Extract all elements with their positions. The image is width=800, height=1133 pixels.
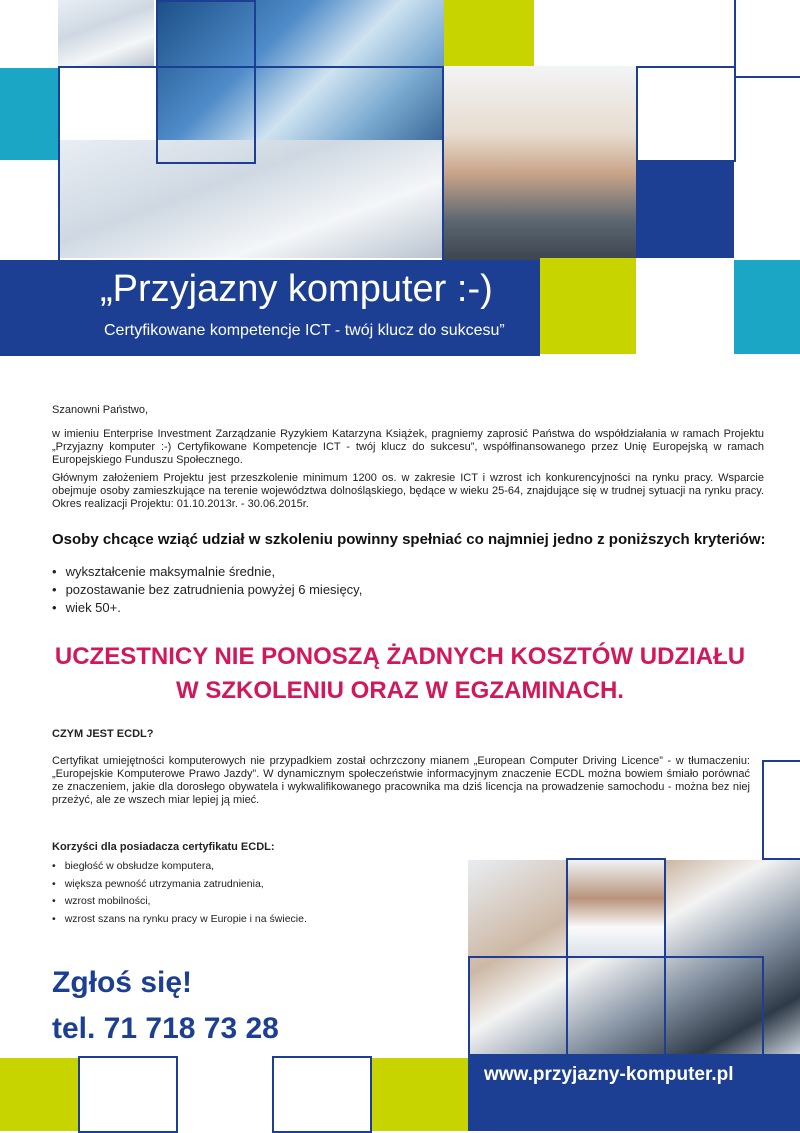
page-subtitle: Certyfikowane kompetencje ICT - twój klucz do sukcesu” bbox=[104, 322, 505, 339]
website-url[interactable]: www.przyjazny-komputer.pl bbox=[484, 1064, 734, 1085]
cyan-square bbox=[0, 68, 58, 160]
lime-square bbox=[444, 0, 534, 66]
criteria-heading: Osoby chcące wziąć udział w szkoleniu powinny spełniać co najmniej jedno z poniższych kryteriów: bbox=[52, 531, 766, 548]
lime-square bbox=[372, 1058, 468, 1131]
frame-line bbox=[636, 66, 736, 162]
frame-line bbox=[734, 0, 800, 78]
cyan-square bbox=[734, 260, 800, 354]
criteria-list bbox=[52, 563, 362, 617]
frame-line bbox=[468, 956, 568, 1056]
benefit-item-text: wzrost szans na rynku pracy w Europie i na świecie. bbox=[64, 912, 307, 925]
page-title: „Przyjazny komputer :-) bbox=[100, 268, 493, 310]
list-item bbox=[52, 563, 362, 581]
benefits-heading: Korzyści dla posiadacza certyfikatu ECDL: bbox=[52, 841, 275, 853]
frame-line bbox=[78, 1056, 178, 1133]
frame-line bbox=[566, 858, 666, 958]
navy-square bbox=[636, 162, 734, 258]
benefit-item-text: biegłość w obsłudze komputera, bbox=[64, 860, 215, 872]
criteria-item-text: pozostawanie bez zatrudnienia powyżej 6 miesięcy, bbox=[65, 582, 363, 597]
photo-tile bbox=[58, 0, 154, 66]
benefit-item-text: wzrost mobilności, bbox=[64, 895, 151, 907]
list-item bbox=[52, 858, 307, 876]
phone-number[interactable]: tel. 71 718 73 28 bbox=[52, 1012, 279, 1045]
ecdl-paragraph: Certyfikat umiejętności komputerowych nie przypadkiem został ochrzczony mianem „European Computer Driving Licence” - w tłumaczeniu: „Europejskie Komputerowe Prawo Jazdy”. W dynamicznym społeczeństwie informacyjnym znaczenie ECDL można bowiem śmiało porównać ze znaczeniem, jakie dla dorosłego obywatela i wykwalifikowanego pracownika ma dziś licencja na prowadzenie samochodu - można bez niej przeżyć, ale ze wszech miar lepiej ją mieć. bbox=[52, 755, 750, 806]
photo-tile bbox=[444, 66, 636, 260]
lime-square bbox=[540, 258, 636, 354]
greeting: Szanowni Państwo, bbox=[52, 404, 148, 416]
list-item bbox=[52, 911, 307, 929]
list-item bbox=[52, 893, 307, 911]
list-item bbox=[52, 876, 307, 894]
criteria-item-text: wiek 50+. bbox=[65, 600, 121, 615]
list-item bbox=[52, 581, 362, 599]
list-item bbox=[52, 599, 362, 617]
lime-square bbox=[0, 1058, 78, 1131]
frame-line bbox=[664, 956, 764, 1056]
notice-line-1: UCZESTNICY NIE PONOSZĄ ŻADNYCH KOSZTÓW UDZIAŁU bbox=[54, 643, 746, 670]
notice-line-2: W SZKOLENIU ORAZ W EGZAMINACH. bbox=[176, 677, 624, 704]
intro-paragraph: w imieniu Enterprise Investment Zarządzanie Ryzykiem Katarzyna Książek, pragniemy zaprosić Państwa do współdziałania w ramach Projektu „Przyjazny komputer :-) Certyfikowane Kompetencje ICT - twój klucz do sukcesu”, współfinansowanego przez Unię Europejską w ramach Europejskiego Funduszu Społecznego. bbox=[52, 428, 764, 466]
benefits-list bbox=[52, 858, 307, 928]
criteria-item-text: wykształcenie maksymalnie średnie, bbox=[65, 564, 276, 579]
apply-heading: Zgłoś się! bbox=[52, 966, 193, 999]
frame-line bbox=[272, 1056, 372, 1133]
frame-line bbox=[762, 760, 800, 860]
goal-paragraph: Głównym założeniem Projektu jest przeszkolenie minimum 1200 os. w zakresie ICT i wzrost ich konkurencyjności na rynku pracy. Wsparcie obejmuje osoby zamieszkujące na terenie województwa dolnośląskiego, będące w wieku 25-64, znajdujące się w trudnej sytuacji na rynku pracy. Okres realizacji Projektu: 01.10.2013r. - 30.06.2015r. bbox=[52, 472, 764, 510]
benefit-item-text: większa pewność utrzymania zatrudnienia, bbox=[64, 877, 264, 890]
ecdl-heading: CZYM JEST ECDL? bbox=[52, 728, 154, 740]
frame-line bbox=[156, 0, 256, 164]
